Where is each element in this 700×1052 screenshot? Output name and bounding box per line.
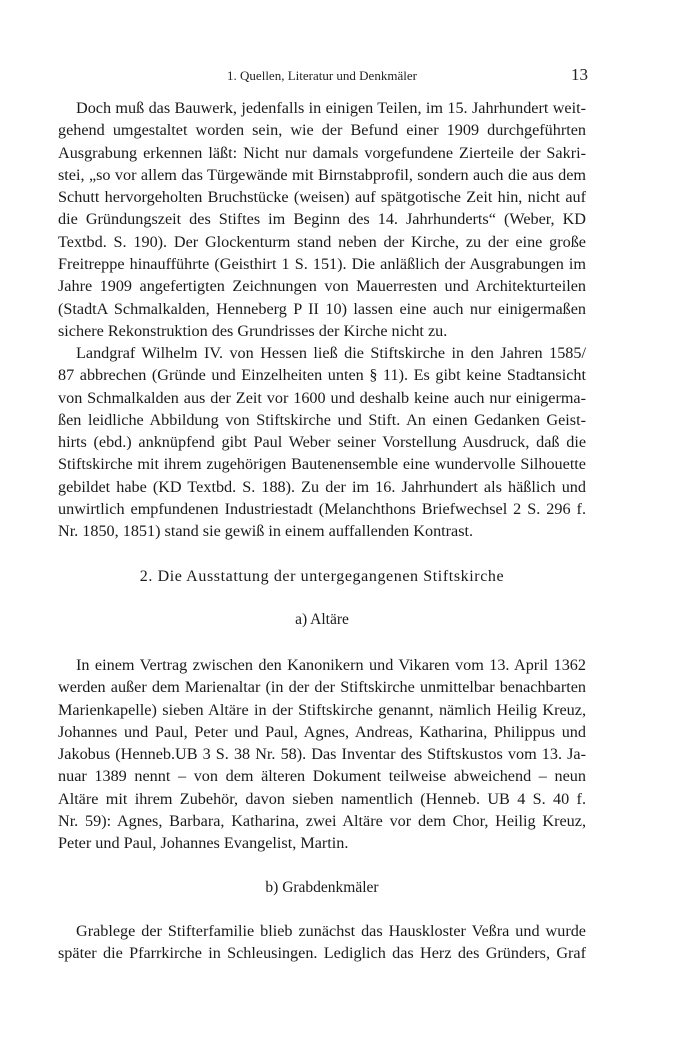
text-line: (StadtA Schmalkalden, Henneberg P II 10) lassen eine auch nur einigermaßen xyxy=(58,299,586,318)
text-line: Landgraf Wilhelm IV. von Hessen ließ die Stiftskirche in den Jahren 1585/ xyxy=(76,344,586,362)
text-line: In einem Vertrag zwischen den Kanonikern und Vikaren vom 13. April 1362 xyxy=(76,656,586,674)
text-line: sichere Rekonstruktion des Grundrisses der Kirche nicht zu. xyxy=(58,321,448,340)
text-line: Schutt hervorgeholten Bruchstücke (weisen) auf spätgotische Zeit hin, nicht auf xyxy=(58,188,586,207)
text-line: ßen leidliche Abbildung von Stiftskirche und Stift. An einen Gedanken Geist- xyxy=(58,410,586,429)
text-line: die Gründungszeit des Stiftes im Beginn des 14. Jahrhunderts“ (Weber, KD xyxy=(58,210,586,229)
text-line: werden außer dem Marienaltar (in der der Stiftskirche unmittelbar benachbarten xyxy=(58,678,586,697)
text-line: gebildet habe (KD Textbd. S. 188). Zu der im 16. Jahrhundert als häßlich und xyxy=(58,477,586,496)
text-line: hirts (ebd.) anknüpfend gibt Paul Weber seiner Vorstellung Ausdruck, daß die xyxy=(58,433,586,452)
paragraph-4 xyxy=(58,920,586,965)
text-line: Doch muß das Bauwerk, jedenfalls in einigen Teilen, im 15. Jahrhundert weit- xyxy=(76,99,586,117)
subheading-altaere: a) Altäre xyxy=(295,611,349,628)
text-line: Peter und Paul, Johannes Evangelist, Martin. xyxy=(58,834,349,853)
text-line: später die Pfarrkirche in Schleusingen. Lediglich das Herz des Gründers, Graf xyxy=(58,944,586,963)
text-line: unwirtlich empfundenen Industriestadt (Melanchthons Briefwechsel 2 S. 296 f. xyxy=(58,500,586,519)
running-title: 1. Quellen, Literatur und Denkmäler xyxy=(227,68,417,83)
text-line: nuar 1389 nennt – von dem älteren Dokument teilweise abweichend – neun xyxy=(58,767,586,786)
text-line: Grablege der Stifterfamilie blieb zunächst das Hauskloster Veßra und wurde xyxy=(76,922,586,940)
section-heading: 2. Die Ausstattung der untergegangenen Stiftskirche xyxy=(139,568,505,585)
paragraph-3 xyxy=(58,654,586,855)
text-line: Stiftskirche mit ihrem zugehörigen Bautenensemble eine wundervolle Silhouette xyxy=(58,455,586,474)
text-line: Freitreppe hinaufführte (Geisthirt 1 S. 151). Die anläßlich der Ausgrabungen im xyxy=(58,255,586,274)
text-line: Johannes und Paul, Peter und Paul, Agnes, Andreas, Katharina, Philippus und xyxy=(58,722,586,741)
text-line: Jahre 1909 angefertigten Zeichnungen von Mauerresten und Architekturteilen xyxy=(58,277,586,296)
text-line: Jakobus (Henneb.UB 3 S. 38 Nr. 58). Das Inventar des Stiftskustos vom 13. Ja- xyxy=(58,745,586,764)
text-line: Altäre mit ihrem Zubehör, davon sieben namentlich (Henneb. UB 4 S. 40 f. xyxy=(58,789,586,808)
text-line: von Schmalkalden aus der Zeit vor 1600 und deshalb keine auch nur einigerma- xyxy=(58,388,586,407)
paragraph-2 xyxy=(58,342,586,543)
text-line: Textbd. S. 190). Der Glockenturm stand neben der Kirche, zu der eine große xyxy=(58,232,586,251)
paragraph-1 xyxy=(58,97,586,342)
text-line: Ausgrabung erkennen läßt: Nicht nur damals vorgefundene Zierteile der Sakri- xyxy=(58,143,586,162)
text-line: 87 abbrechen (Gründe und Einzelheiten unten § 11). Es gibt keine Stadtansicht xyxy=(58,366,586,385)
text-line: Marienkapelle) sieben Altäre in der Stiftskirche genannt, nämlich Heilig Kreuz, xyxy=(58,700,586,719)
text-line: gehend umgestaltet worden sein, wie der Befund einer 1909 durchgeführten xyxy=(58,121,586,140)
page-number: 13 xyxy=(571,65,588,84)
text-line: stei, „so vor allem das Türgewände mit Birnstabprofil, sondern auch die aus dem xyxy=(58,165,586,184)
subheading-grabdenkmaeler: b) Grabdenkmäler xyxy=(265,879,379,896)
text-line: Nr. 59): Agnes, Barbara, Katharina, zwei Altäre vor dem Chor, Heilig Kreuz, xyxy=(58,812,586,831)
text-line: Nr. 1850, 1851) stand sie gewiß in einem auffallenden Kontrast. xyxy=(58,522,474,541)
